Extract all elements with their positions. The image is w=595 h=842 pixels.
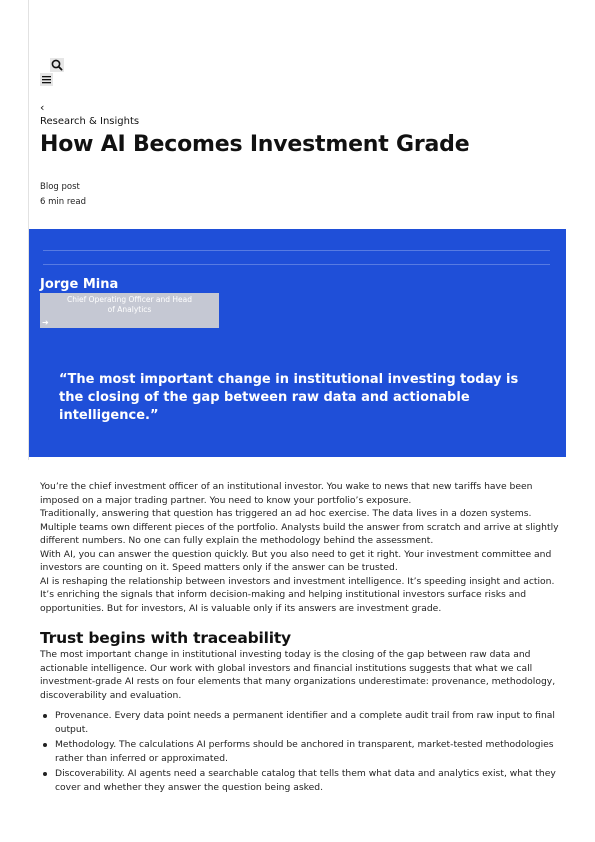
bullet-dot-icon bbox=[43, 772, 47, 776]
read-time: 6 min read bbox=[40, 197, 86, 207]
pull-quote: “The most important change in institutional investing today is the closing of the gap between raw data and actionable intelligence.” bbox=[59, 372, 519, 423]
list-item bbox=[40, 709, 560, 736]
hero-divider-top bbox=[43, 250, 550, 251]
page-title: How AI Becomes Investment Grade bbox=[40, 132, 470, 157]
bullet-list bbox=[40, 709, 560, 794]
breadcrumb[interactable]: Research & Insights bbox=[40, 116, 140, 127]
hero-divider-bottom bbox=[43, 264, 550, 265]
author-role: Chief Operating Officer and Head of Analytics bbox=[66, 295, 193, 314]
body-paragraph: AI is reshaping the relationship between investors and investment intelligence. It’s speeding insight and action. It’s enriching the signals that inform decision-making and helping institutional investors surface risks and opportunities. But for investors, AI is valuable only if its answers are investment grade. bbox=[40, 575, 555, 614]
list-item-text: Discoverability. AI agents need a searchable catalog that tells them what data and analytics exist, what they cover and whether they answer the question being asked. bbox=[55, 768, 556, 793]
arrow-right-icon: ➜ bbox=[42, 318, 49, 327]
bullet-dot-icon bbox=[43, 714, 47, 718]
body-paragraph: Traditionally, answering that question has triggered an ad hoc exercise. The data lives in a dozen systems. Multiple teams own different pieces of the portfolio. Analysts build the answer from scratch and arrive at slightly different numbers. No one can fully explain the methodology behind the assessment. bbox=[40, 508, 559, 546]
back-chevron-icon[interactable]: ‹ bbox=[40, 101, 45, 114]
article-meta bbox=[40, 180, 86, 210]
body-paragraph: You’re the chief investment officer of an institutional investor. You wake to news that new tariffs have been imposed on a major trading partner. You need to know your portfolio’s exposure. bbox=[40, 481, 533, 506]
hamburger-menu-icon[interactable] bbox=[40, 73, 53, 86]
bullet-dot-icon bbox=[43, 743, 47, 747]
list-item bbox=[40, 767, 560, 794]
author-role-card[interactable] bbox=[40, 293, 219, 328]
list-item-text: Methodology. The calculations AI performs should be anchored in transparent, market-tested methodologies rather than inferred or approximated. bbox=[55, 739, 554, 764]
article-body bbox=[40, 480, 560, 796]
body-paragraph: With AI, you can answer the question quickly. But you also need to get it right. Your investment committee and investors are counting on it. Speed matters only if the answer can be trusted. bbox=[40, 548, 552, 573]
search-icon[interactable] bbox=[50, 58, 64, 72]
article-type: Blog post bbox=[40, 182, 80, 192]
section-heading: Trust begins with traceability bbox=[40, 629, 291, 647]
hero-banner bbox=[29, 229, 566, 457]
list-item-text: Provenance. Every data point needs a permanent identifier and a complete audit trail from raw input to final output. bbox=[55, 710, 555, 735]
section-paragraph: The most important change in institutional investing today is the closing of the gap between raw data and actionable intelligence. Our work with global investors and financial institutions suggests that what we call investment-grade AI rests on four elements that many organizations underestimate: provenance, methodology, discoverability and evaluation. bbox=[40, 649, 556, 701]
author-name[interactable]: Jorge Mina bbox=[40, 277, 119, 292]
list-item bbox=[40, 738, 560, 765]
